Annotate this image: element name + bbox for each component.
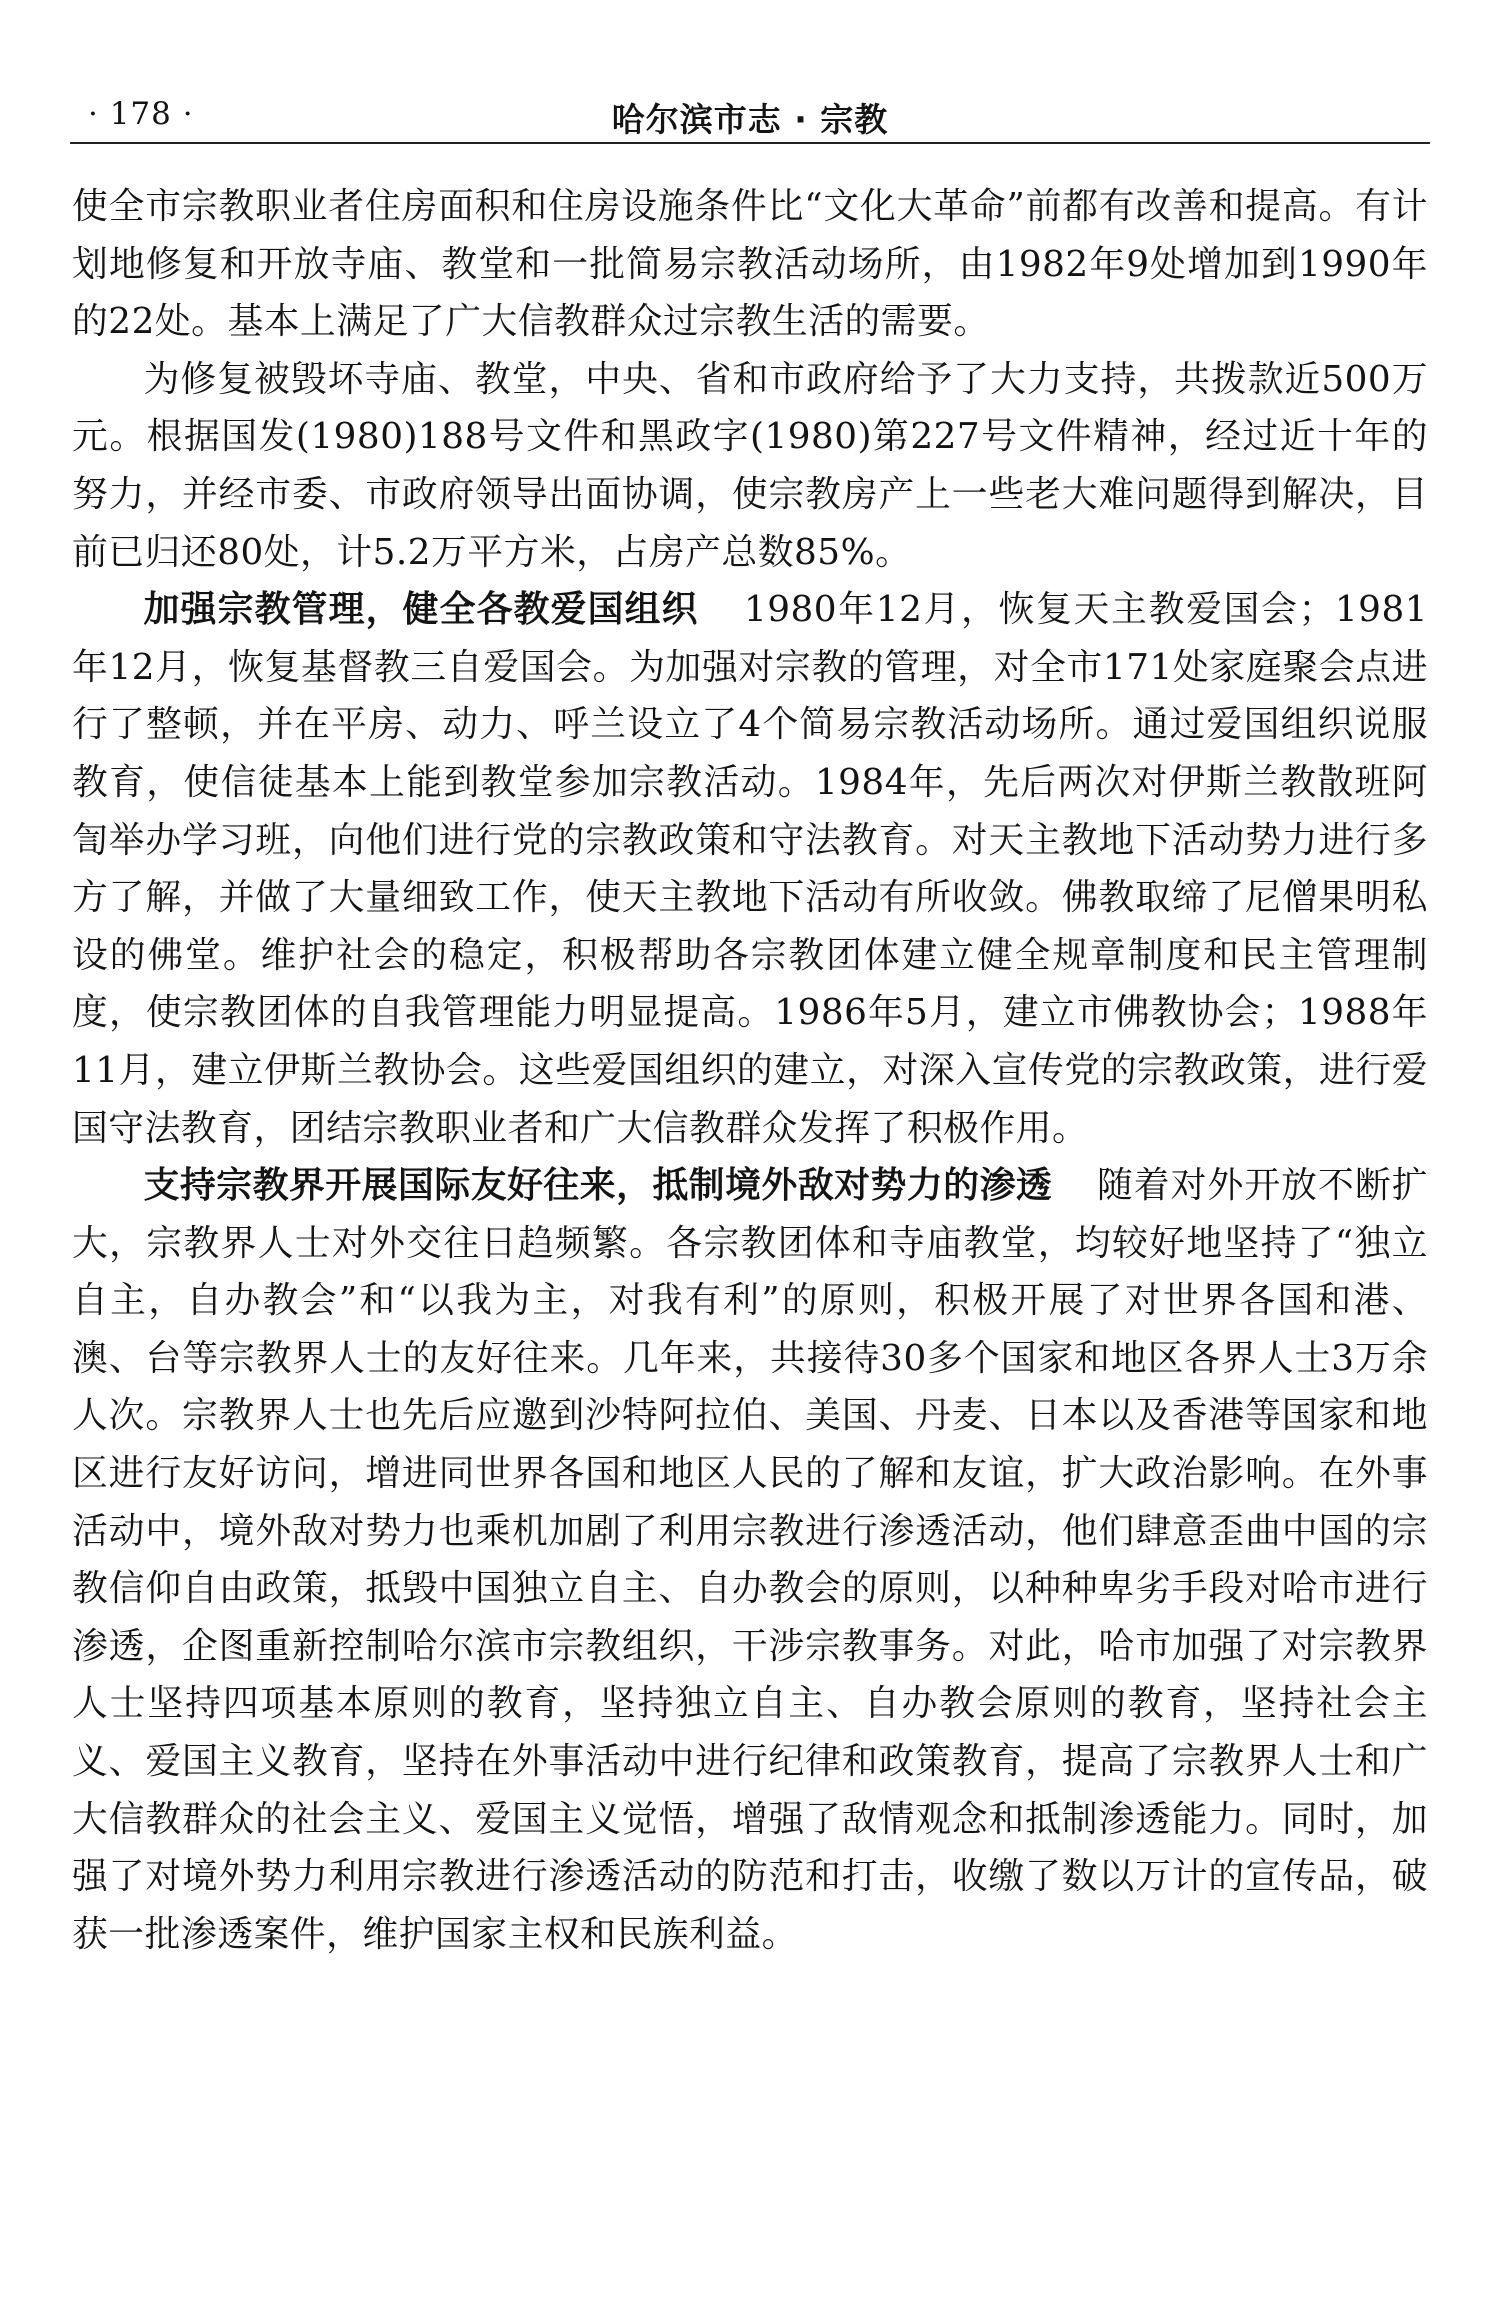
page-header [70, 92, 1430, 144]
section-heading: 支持宗教界开展国际友好往来，抵制境外敌对势力的渗透 [143, 1165, 1053, 1207]
paragraph-continuation [72, 178, 1428, 351]
page-number: · 178 · [88, 96, 194, 132]
paragraph-text: 1980年12月，恢复天主教爱国会；1981年12月，恢复基督教三自爱国会。为加强对宗教的管理，对全市171处家庭聚会点进行了整顿，并在平房、动力、呼兰设立了4个简易宗教活动场所。通过爱国组织说服教育，使信徒基本上能到教堂参加宗教活动。1984年，先后两次对伊斯兰教散班阿訇举办学习班，向他们进行党的宗教政策和守法教育。对天主教地下活动势力进行多方了解，并做了大量细致工作，使天主教地下活动有所收敛。佛教取缔了尼僧果明私设的佛堂。维护社会的稳定，积极帮助各宗教团体建立健全规章制度和民主管理制度，使宗教团体的自我管理能力明显提高。1986年5月，建立市佛教协会；1988年11月，建立伊斯兰教协会。这些爱国组织的建立，对深入宣传党的宗教政策，进行爱国守法教育，团结宗教职业者和广大信教群众发挥了积极作用。 [72, 589, 1428, 1149]
running-title: 哈尔滨市志 · 宗教 [611, 100, 889, 139]
section-heading: 加强宗教管理，健全各教爱国组织 [143, 589, 699, 631]
paragraph-international [72, 1157, 1428, 1963]
paragraph-text: 使全市宗教职业者住房面积和住房设施条件比“文化大革命”前都有改善和提高。有计划地修复和开放寺庙、教堂和一批简易宗教活动场所，由1982年9处增加到1990年的22处。基本上满足了广大信教群众过宗教生活的需要。 [72, 186, 1428, 343]
paragraph-text: 随着对外开放不断扩大，宗教界人士对外交往日趋频繁。各宗教团体和寺庙教堂，均较好地坚持了“独立自主，自办教会”和“以我为主，对我有利”的原则，积极开展了对世界各国和港、澳、台等宗教界人士的友好往来。几年来，共接待30多个国家和地区各界人士3万余人次。宗教界人士也先后应邀到沙特阿拉伯、美国、丹麦、日本以及香港等国家和地区进行友好访问，增进同世界各国和地区人民的了解和友谊，扩大政治影响。在外事活动中，境外敌对势力也乘机加剧了利用宗教进行渗透活动，他们肆意歪曲中国的宗教信仰自由政策，抵毁中国独立自主、自办教会的原则，以种种卑劣手段对哈市进行渗透，企图重新控制哈尔滨市宗教组织，干涉宗教事务。对此，哈市加强了对宗教界人士坚持四项基本原则的教育，坚持独立自主、自办教会原则的教育，坚持社会主义、爱国主义教育，坚持在外事活动中进行纪律和政策教育，提高了宗教界人士和广大信教群众的社会主义、爱国主义觉悟，增强了敌情观念和抵制渗透能力。同时，加强了对境外势力利用宗教进行渗透活动的防范和打击，收缴了数以万计的宣传品，破获一批渗透案件，维护国家主权和民族利益。 [72, 1165, 1429, 1955]
paragraph-management [72, 581, 1428, 1157]
paragraph-funding [72, 351, 1428, 581]
body-text [72, 178, 1428, 1963]
paragraph-text: 为修复被毁坏寺庙、教堂，中央、省和市政府给予了大力支持，共拨款近500万元。根据国发(1980)188号文件和黑政字(1980)第227号文件精神，经过近十年的努力，并经市委、市政府领导出面协调，使宗教房产上一些老大难问题得到解决，目前已归还80处，计5.2万平方米，占房产总数85%。 [72, 358, 1428, 573]
